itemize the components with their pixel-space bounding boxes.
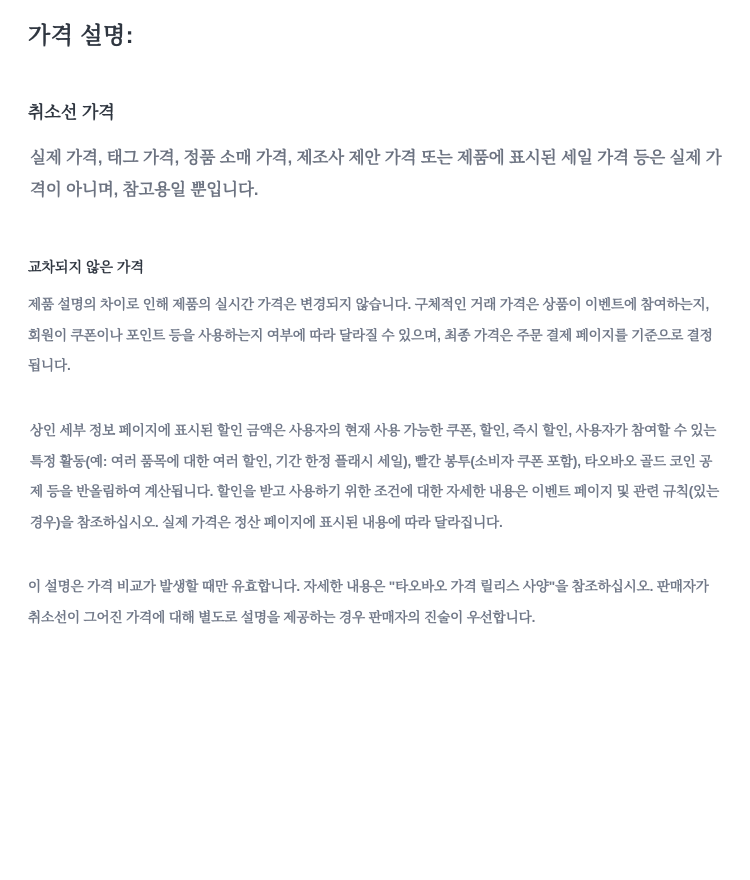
section-heading-strikethrough-price: 취소선 가격 <box>28 102 115 122</box>
page-title: 가격 설명: <box>28 22 134 48</box>
section-strikethrough-price <box>28 102 722 206</box>
section-lead-text: 실제 가격, 태그 가격, 정품 소매 가격, 제조사 제안 가격 또는 제품에 표시된 세일 가격 등은 실제 가격이 아니며, 참고용일 뿐입니다. <box>30 148 722 199</box>
section-non-crossed-price <box>28 258 722 633</box>
paragraph-discount-calculation: 상인 세부 정보 페이지에 표시된 할인 금액은 사용자의 현재 사용 가능한 쿠폰, 할인, 즉시 할인, 사용자가 참여할 수 있는 특정 활동(예: 여러 품목에 대한 여러 할인, 기간 한정 플래시 세일), 빨간 봉투(소비자 쿠폰 포함), 타오바오 골드 코인 공제 등을 반올림하여 계산됩니다. 할인을 받고 사용하기 위한 조건에 대한 자세한 내용은 이벤트 페이지 및 관련 규칙(있는 경우)을 참조하십시오. 실제 가격은 정산 페이지에 표시된 내용에 따라 달라집니다. <box>30 422 720 530</box>
paragraph-price-comparison-validity: 이 설명은 가격 비교가 발생할 때만 유효합니다. 자세한 내용은 "타오바오 가격 릴리스 사양"을 참조하십시오. 판매자가 취소선이 그어진 가격에 대해 별도로 설명을 제공하는 경우 판매자의 진술이 우선합니다. <box>28 579 709 625</box>
paragraph-realtime-price: 제품 설명의 차이로 인해 제품의 실시간 가격은 변경되지 않습니다. 구체적인 거래 가격은 상품이 이벤트에 참여하는지, 회원이 쿠폰이나 포인트 등을 사용하는지 여부에 따라 달라질 수 있으며, 최종 가격은 주문 결제 페이지를 기준으로 결정됩니다. <box>28 297 713 374</box>
section-heading-non-crossed-price: 교차되지 않은 가격 <box>28 259 144 276</box>
